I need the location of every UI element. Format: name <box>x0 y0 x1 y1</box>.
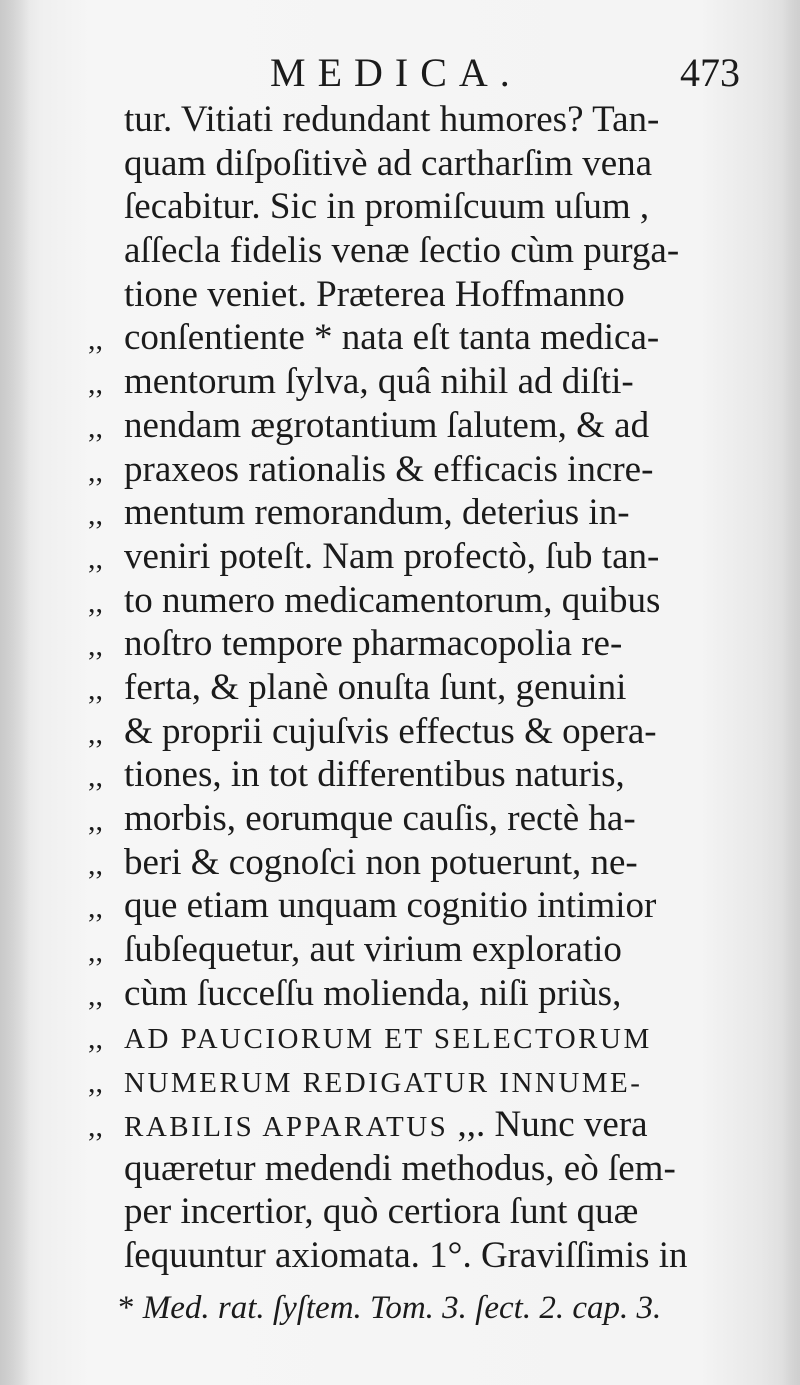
quote-mark: ,, <box>88 454 103 488</box>
body-text <box>88 98 738 1278</box>
line-text: to numero medicamentorum, quibus <box>124 579 661 621</box>
line-text: NUMERUM REDIGATUR INNUME- <box>124 1067 643 1100</box>
text-line-smallcaps <box>88 1059 738 1103</box>
line-text: praxeos rationalis & efficacis incre- <box>124 448 654 490</box>
quote-mark: ,, <box>88 891 103 925</box>
text-line <box>88 491 738 535</box>
page-header <box>270 48 740 98</box>
text-line <box>88 98 738 142</box>
text-line <box>88 1234 738 1278</box>
line-text: ,,. Nunc vera <box>448 1103 648 1145</box>
text-line <box>88 753 738 797</box>
line-text: ſequuntur axiomata. 1°. Graviſſimis in <box>124 1234 688 1276</box>
page-number: 473 <box>680 50 740 95</box>
text-line <box>88 841 738 885</box>
footnote-marker: * <box>118 1290 135 1326</box>
text-line-mixed <box>88 1103 738 1147</box>
text-line <box>88 448 738 492</box>
quote-mark: ,, <box>88 672 103 706</box>
line-text: quam diſpoſitivè ad cartharſim vena <box>124 142 653 184</box>
text-line <box>88 884 738 928</box>
text-line <box>88 316 738 360</box>
running-title: MEDICA. <box>270 50 522 95</box>
quote-mark: ,, <box>88 1109 103 1143</box>
line-text: aſſecla fidelis venæ ſectio cùm purga- <box>124 230 680 272</box>
quote-mark: ,, <box>88 1066 103 1100</box>
text-line <box>88 622 738 666</box>
text-line <box>88 229 738 273</box>
quote-mark: ,, <box>88 323 103 357</box>
line-text: mentorum ſylva, quâ nihil ad diſti- <box>124 361 634 403</box>
line-text: AD PAUCIORUM ET SELECTORUM <box>124 1023 652 1056</box>
line-text: ſecabitur. Sic in promiſcuum uſum , <box>124 186 650 228</box>
quote-mark: ,, <box>88 804 103 837</box>
footnote-text: Med. rat. ſyſtem. Tom. 3. ſect. 2. cap. 3. <box>142 1290 662 1326</box>
text-line <box>88 928 738 972</box>
quote-mark: ,, <box>88 847 103 881</box>
line-text: beri & cognoſci non potuerunt, ne- <box>124 841 638 883</box>
footnote <box>118 1288 661 1328</box>
text-line <box>88 404 738 448</box>
quote-mark: ,, <box>88 585 103 619</box>
text-line <box>88 142 738 186</box>
quote-mark: ,, <box>88 541 103 575</box>
text-line <box>88 185 738 229</box>
line-text: mentum remorandum, deterius in- <box>124 492 630 534</box>
text-line <box>88 360 738 404</box>
quote-mark: ,, <box>88 498 103 532</box>
line-text: & proprii cujuſvis effectus & opera- <box>124 710 657 752</box>
line-text: cùm ſucceſſu molienda, niſi priùs, <box>124 972 622 1014</box>
quote-mark: ,, <box>88 367 103 401</box>
line-text: tione veniet. Præterea Hoffmanno <box>124 273 625 315</box>
line-text: quæretur medendi methodus, eò ſem- <box>124 1147 676 1189</box>
line-text: veniri poteſt. Nam profectò, ſub tan- <box>124 535 660 577</box>
line-text: nendam ægrotantium ſalutem, & ad <box>124 404 650 446</box>
line-text: ſubſequetur, aut virium exploratio <box>124 929 622 971</box>
quote-mark: ,, <box>88 760 103 794</box>
line-text: morbis, eorumque cauſis, rectè ha- <box>124 798 636 839</box>
line-text: que etiam unquam cognitio intimior <box>124 885 657 927</box>
text-line <box>88 535 738 579</box>
text-line-smallcaps <box>88 1015 738 1059</box>
quote-mark: ,, <box>88 410 103 444</box>
text-line <box>88 666 738 710</box>
text-line <box>88 797 738 841</box>
text-line <box>88 1190 738 1234</box>
quote-mark: ,, <box>88 935 103 969</box>
line-text: conſentiente * nata eſt tanta medica- <box>124 317 660 359</box>
line-text: noſtro tempore pharmacopolia re- <box>124 623 623 665</box>
text-line <box>88 273 738 317</box>
quote-mark: ,, <box>88 1022 103 1056</box>
gutter-shadow <box>0 0 30 1385</box>
text-line <box>88 579 738 623</box>
quote-mark: ,, <box>88 629 103 663</box>
line-text: ferta, & planè onuſta ſunt, genuini <box>124 666 627 708</box>
quote-mark: ,, <box>88 716 103 750</box>
page-edge-shadow <box>782 0 800 1385</box>
quote-mark: ,, <box>88 978 103 1012</box>
line-text: per incertior, quò certiora ſunt quæ <box>124 1191 639 1233</box>
line-text: tiones, in tot differentibus naturis, <box>124 754 625 796</box>
text-line <box>88 1147 738 1191</box>
text-line <box>88 710 738 754</box>
line-text-smallcaps: RABILIS APPARATUS <box>124 1110 449 1143</box>
text-line <box>88 972 738 1016</box>
line-text: tur. Vitiati redundant humores? Tan- <box>124 99 660 140</box>
